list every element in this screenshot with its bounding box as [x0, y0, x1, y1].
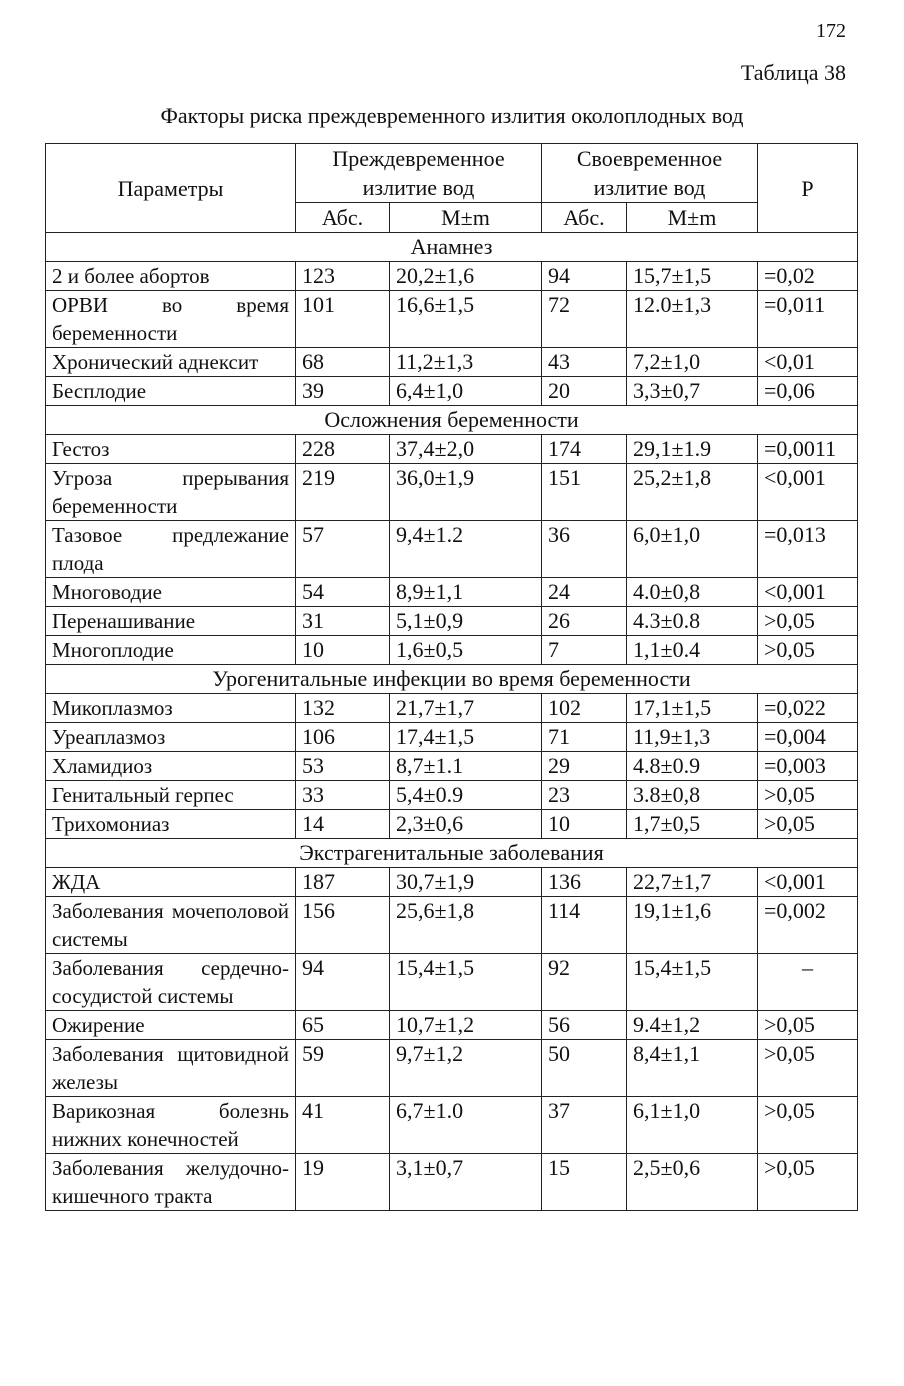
table-row: [46, 636, 858, 665]
table-row: [46, 723, 858, 752]
mm-timely-cell: 15,4±1,5: [627, 954, 758, 1011]
header-mm: M±m: [627, 203, 758, 233]
table-row: [46, 810, 858, 839]
table-title: Факторы риска преждевременного излития околоплодных вод: [160, 103, 744, 128]
abs-timely-cell: 94: [542, 262, 627, 291]
table-row: [46, 1011, 858, 1040]
abs-timely-cell: 26: [542, 607, 627, 636]
param-cell: Заболевания сердечно-сосудистой системы: [46, 954, 296, 1011]
mm-premature-cell: 30,7±1,9: [390, 868, 542, 897]
p-value-cell: =0,013: [758, 521, 858, 578]
abs-timely-cell: 37: [542, 1097, 627, 1154]
abs-timely-cell: 72: [542, 291, 627, 348]
abs-timely-cell: 114: [542, 897, 627, 954]
p-value-cell: –: [758, 954, 858, 1011]
abs-premature-cell: 228: [296, 435, 390, 464]
abs-premature-cell: 14: [296, 810, 390, 839]
abs-premature-cell: 156: [296, 897, 390, 954]
mm-timely-cell: 4.3±0.8: [627, 607, 758, 636]
p-value-cell: <0,001: [758, 464, 858, 521]
abs-timely-cell: 29: [542, 752, 627, 781]
param-cell: Многоводие: [46, 578, 296, 607]
param-cell: Хламидиоз: [46, 752, 296, 781]
abs-timely-cell: 151: [542, 464, 627, 521]
header-abs: Абс.: [542, 203, 627, 233]
param-cell: Трихомониаз: [46, 810, 296, 839]
abs-premature-cell: 106: [296, 723, 390, 752]
p-value-cell: >0,05: [758, 810, 858, 839]
p-value-cell: <0,001: [758, 578, 858, 607]
param-cell: Микоплазмоз: [46, 694, 296, 723]
abs-premature-cell: 68: [296, 348, 390, 377]
table-row: [46, 377, 858, 406]
abs-timely-cell: 20: [542, 377, 627, 406]
param-cell: Генитальный герпес: [46, 781, 296, 810]
mm-premature-cell: 15,4±1,5: [390, 954, 542, 1011]
abs-premature-cell: 10: [296, 636, 390, 665]
mm-timely-cell: 15,7±1,5: [627, 262, 758, 291]
mm-timely-cell: 11,9±1,3: [627, 723, 758, 752]
section-row: [46, 233, 858, 262]
section-title: Анамнез: [46, 233, 858, 262]
mm-premature-cell: 5,4±0.9: [390, 781, 542, 810]
table-row: [46, 868, 858, 897]
table-row: [46, 752, 858, 781]
table-body: [46, 233, 858, 1211]
p-value-cell: >0,05: [758, 1154, 858, 1211]
mm-timely-cell: 1,1±0.4: [627, 636, 758, 665]
mm-premature-cell: 10,7±1,2: [390, 1011, 542, 1040]
abs-timely-cell: 92: [542, 954, 627, 1011]
section-title: Осложнения беременности: [46, 406, 858, 435]
mm-premature-cell: 9,7±1,2: [390, 1040, 542, 1097]
abs-timely-cell: 136: [542, 868, 627, 897]
section-row: [46, 406, 858, 435]
mm-timely-cell: 4.8±0.9: [627, 752, 758, 781]
param-cell: Уреаплазмоз: [46, 723, 296, 752]
mm-timely-cell: 7,2±1,0: [627, 348, 758, 377]
mm-premature-cell: 2,3±0,6: [390, 810, 542, 839]
param-cell: Гестоз: [46, 435, 296, 464]
table-number: Таблица 38: [740, 60, 846, 85]
param-cell: Тазовое предлежание плода: [46, 521, 296, 578]
p-value-cell: =0,004: [758, 723, 858, 752]
p-value-cell: =0,0011: [758, 435, 858, 464]
p-value-cell: <0,01: [758, 348, 858, 377]
table-row: [46, 694, 858, 723]
mm-timely-cell: 22,7±1,7: [627, 868, 758, 897]
mm-premature-cell: 21,7±1,7: [390, 694, 542, 723]
param-cell: ОРВИ во время беременности: [46, 291, 296, 348]
table-row: [46, 1097, 858, 1154]
abs-timely-cell: 15: [542, 1154, 627, 1211]
header-timely: Своевременное излитие вод: [542, 144, 758, 203]
mm-timely-cell: 19,1±1,6: [627, 897, 758, 954]
abs-premature-cell: 33: [296, 781, 390, 810]
abs-premature-cell: 65: [296, 1011, 390, 1040]
table-row: [46, 1040, 858, 1097]
mm-premature-cell: 5,1±0,9: [390, 607, 542, 636]
param-cell: Многоплодие: [46, 636, 296, 665]
table-row: [46, 291, 858, 348]
param-cell: 2 и более абортов: [46, 262, 296, 291]
abs-timely-cell: 7: [542, 636, 627, 665]
abs-timely-cell: 174: [542, 435, 627, 464]
mm-timely-cell: 2,5±0,6: [627, 1154, 758, 1211]
abs-timely-cell: 50: [542, 1040, 627, 1097]
abs-timely-cell: 24: [542, 578, 627, 607]
p-value-cell: =0,011: [758, 291, 858, 348]
mm-premature-cell: 20,2±1,6: [390, 262, 542, 291]
mm-premature-cell: 8,7±1.1: [390, 752, 542, 781]
risk-factors-table: [45, 143, 858, 1211]
p-value-cell: =0,02: [758, 262, 858, 291]
abs-premature-cell: 187: [296, 868, 390, 897]
p-value-cell: <0,001: [758, 868, 858, 897]
abs-premature-cell: 59: [296, 1040, 390, 1097]
header-abs: Абс.: [296, 203, 390, 233]
table-row: [46, 521, 858, 578]
abs-timely-cell: 36: [542, 521, 627, 578]
mm-premature-cell: 37,4±2,0: [390, 435, 542, 464]
param-cell: Заболевания мочеполовой системы: [46, 897, 296, 954]
param-cell: Ожирение: [46, 1011, 296, 1040]
abs-timely-cell: 56: [542, 1011, 627, 1040]
abs-premature-cell: 219: [296, 464, 390, 521]
mm-premature-cell: 3,1±0,7: [390, 1154, 542, 1211]
mm-premature-cell: 17,4±1,5: [390, 723, 542, 752]
param-cell: Заболевания желудочно-кишечного тракта: [46, 1154, 296, 1211]
table-row: [46, 954, 858, 1011]
abs-premature-cell: 41: [296, 1097, 390, 1154]
p-value-cell: =0,002: [758, 897, 858, 954]
abs-premature-cell: 132: [296, 694, 390, 723]
abs-premature-cell: 123: [296, 262, 390, 291]
header-p: Р: [758, 144, 858, 233]
p-value-cell: >0,05: [758, 1040, 858, 1097]
mm-premature-cell: 11,2±1,3: [390, 348, 542, 377]
abs-premature-cell: 57: [296, 521, 390, 578]
table-row: [46, 781, 858, 810]
mm-premature-cell: 9,4±1.2: [390, 521, 542, 578]
mm-timely-cell: 17,1±1,5: [627, 694, 758, 723]
abs-premature-cell: 39: [296, 377, 390, 406]
p-value-cell: =0,003: [758, 752, 858, 781]
mm-timely-cell: 3,3±0,7: [627, 377, 758, 406]
header-premature: Преждевременное излитие вод: [296, 144, 542, 203]
mm-premature-cell: 16,6±1,5: [390, 291, 542, 348]
mm-timely-cell: 9.4±1,2: [627, 1011, 758, 1040]
param-cell: Хронический аднексит: [46, 348, 296, 377]
abs-premature-cell: 19: [296, 1154, 390, 1211]
table-row: [46, 262, 858, 291]
mm-premature-cell: 6,4±1,0: [390, 377, 542, 406]
table-row: [46, 464, 858, 521]
param-cell: Заболевания щитовидной железы: [46, 1040, 296, 1097]
abs-timely-cell: 71: [542, 723, 627, 752]
mm-premature-cell: 36,0±1,9: [390, 464, 542, 521]
abs-premature-cell: 53: [296, 752, 390, 781]
mm-timely-cell: 1,7±0,5: [627, 810, 758, 839]
abs-timely-cell: 23: [542, 781, 627, 810]
abs-premature-cell: 31: [296, 607, 390, 636]
mm-premature-cell: 8,9±1,1: [390, 578, 542, 607]
header-mm: M±m: [390, 203, 542, 233]
table-row: [46, 607, 858, 636]
p-value-cell: >0,05: [758, 1011, 858, 1040]
section-title: Урогенитальные инфекции во время беременности: [46, 665, 858, 694]
abs-premature-cell: 101: [296, 291, 390, 348]
p-value-cell: >0,05: [758, 1097, 858, 1154]
p-value-cell: >0,05: [758, 636, 858, 665]
section-row: [46, 665, 858, 694]
abs-premature-cell: 94: [296, 954, 390, 1011]
table-row: [46, 435, 858, 464]
param-cell: ЖДА: [46, 868, 296, 897]
param-cell: Варикозная болезнь нижних конечностей: [46, 1097, 296, 1154]
mm-timely-cell: 25,2±1,8: [627, 464, 758, 521]
mm-timely-cell: 6,0±1,0: [627, 521, 758, 578]
abs-timely-cell: 10: [542, 810, 627, 839]
param-cell: Перенашивание: [46, 607, 296, 636]
table-row: [46, 1154, 858, 1211]
mm-premature-cell: 25,6±1,8: [390, 897, 542, 954]
mm-timely-cell: 3.8±0,8: [627, 781, 758, 810]
param-cell: Угроза прерывания беременности: [46, 464, 296, 521]
param-cell: Бесплодие: [46, 377, 296, 406]
p-value-cell: =0,022: [758, 694, 858, 723]
mm-timely-cell: 4.0±0,8: [627, 578, 758, 607]
abs-timely-cell: 102: [542, 694, 627, 723]
abs-premature-cell: 54: [296, 578, 390, 607]
p-value-cell: =0,06: [758, 377, 858, 406]
p-value-cell: >0,05: [758, 781, 858, 810]
mm-premature-cell: 1,6±0,5: [390, 636, 542, 665]
mm-premature-cell: 6,7±1.0: [390, 1097, 542, 1154]
mm-timely-cell: 6,1±1,0: [627, 1097, 758, 1154]
table-row: [46, 348, 858, 377]
mm-timely-cell: 8,4±1,1: [627, 1040, 758, 1097]
mm-timely-cell: 29,1±1.9: [627, 435, 758, 464]
section-title: Экстрагенитальные заболевания: [46, 839, 858, 868]
section-row: [46, 839, 858, 868]
mm-timely-cell: 12.0±1,3: [627, 291, 758, 348]
page-number: 172: [816, 20, 846, 42]
abs-timely-cell: 43: [542, 348, 627, 377]
table-row: [46, 578, 858, 607]
p-value-cell: >0,05: [758, 607, 858, 636]
header-parameters: Параметры: [46, 144, 296, 233]
table-row: [46, 897, 858, 954]
